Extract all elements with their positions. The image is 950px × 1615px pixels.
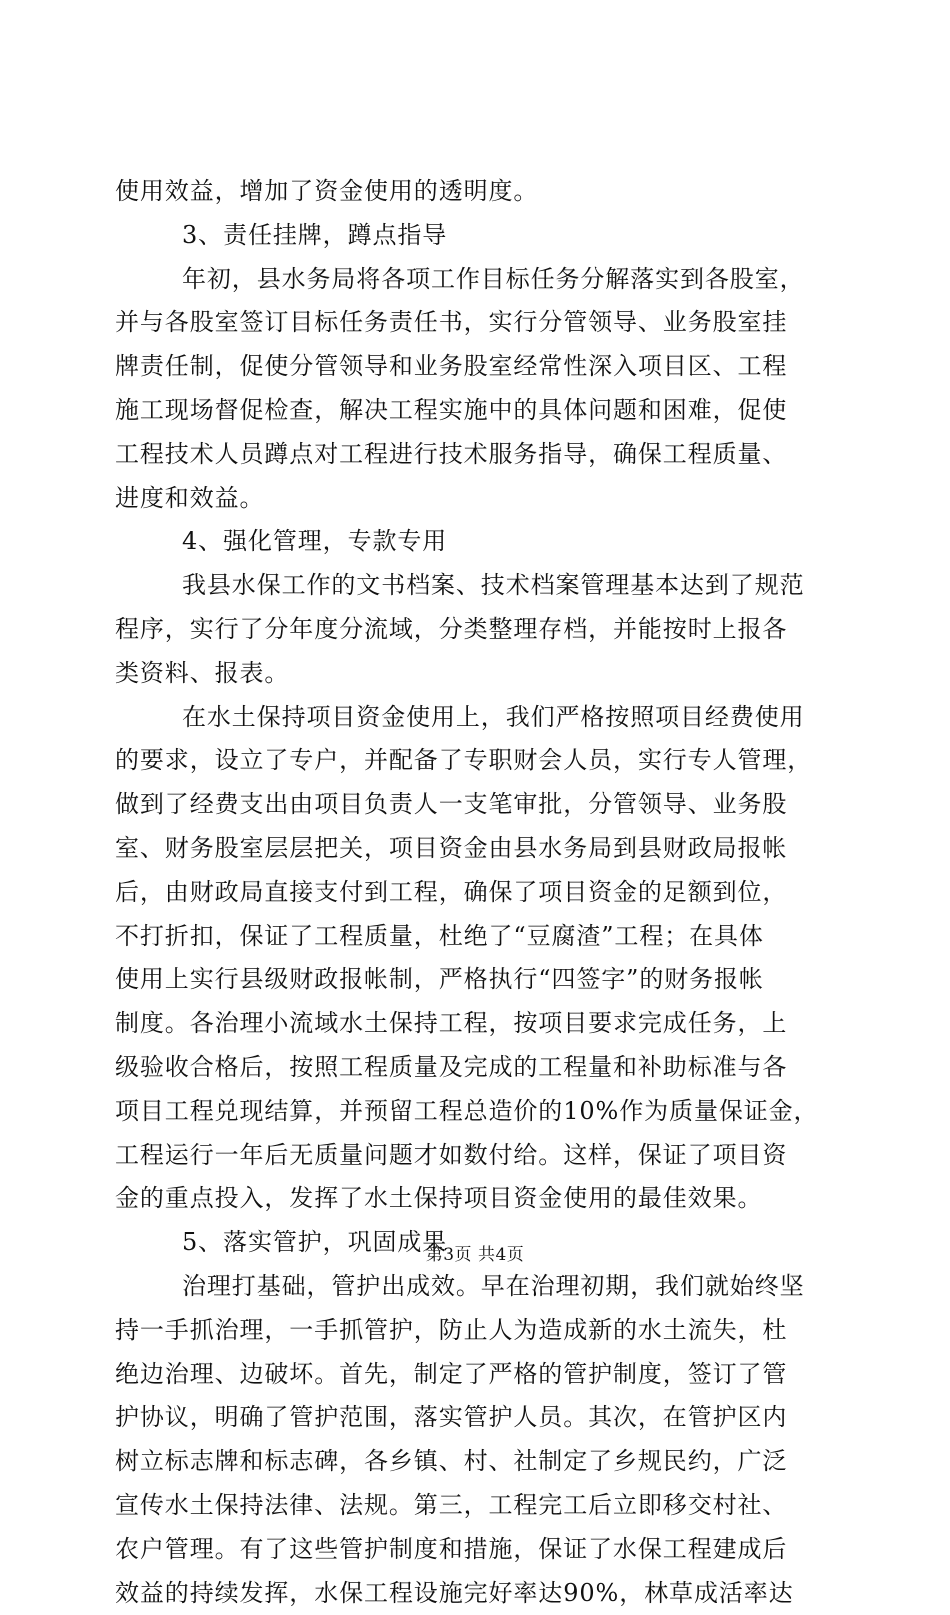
- paragraph-line: 持一手抓治理，一手抓管护，防止人为造成新的水土流失，杜: [115, 1309, 835, 1353]
- paragraph-line: 治理打基础，管护出成效。早在治理初期，我们就始终坚: [115, 1265, 835, 1309]
- paragraph-line: 使用上实行县级财政报帐制，严格执行“四签字”的财务报帐: [115, 958, 835, 1002]
- paragraph-line: 施工现场督促检查，解决工程实施中的具体问题和困难，促使: [115, 389, 835, 433]
- paragraph-line: 程序，实行了分年度分流域，分类整理存档，并能按时上报各: [115, 608, 835, 652]
- paragraph-line: 年初，县水务局将各项工作目标任务分解落实到各股室，: [115, 258, 835, 302]
- paragraph-line: 类资料、报表。: [115, 652, 835, 696]
- paragraph-line: 金的重点投入，发挥了水土保持项目资金使用的最佳效果。: [115, 1177, 835, 1221]
- paragraph-line: 我县水保工作的文书档案、技术档案管理基本达到了规范: [115, 564, 835, 608]
- paragraph-line: 工程运行一年后无质量问题才如数付给。这样，保证了项目资: [115, 1134, 835, 1178]
- paragraph-line: 项目工程兑现结算，并预留工程总造价的10%作为质量保证金，: [115, 1090, 835, 1134]
- paragraph-line: 牌责任制，促使分管领导和业务股室经常性深入项目区、工程: [115, 345, 835, 389]
- paragraph-line: 护协议，明确了管护范围，落实管护人员。其次，在管护区内: [115, 1396, 835, 1440]
- page-footer: 第3页 共4页: [0, 1243, 950, 1267]
- paragraph-line: 不打折扣，保证了工程质量，杜绝了“豆腐渣”工程；在具体: [115, 915, 835, 959]
- document-body: [115, 170, 835, 1615]
- paragraph-line: 绝边治理、边破坏。首先，制定了严格的管护制度，签订了管: [115, 1353, 835, 1397]
- paragraph-line: 效益的持续发挥，水保工程设施完好率达90%，林草成活率达: [115, 1572, 835, 1615]
- section-heading: 4、强化管理，专款专用: [115, 520, 835, 564]
- paragraph-line: 的要求，设立了专户，并配备了专职财会人员，实行专人管理，: [115, 739, 835, 783]
- paragraph-line: 室、财务股室层层把关，项目资金由县水务局到县财政局报帐: [115, 827, 835, 871]
- paragraph-line: 制度。各治理小流域水土保持工程，按项目要求完成任务，上: [115, 1002, 835, 1046]
- paragraph-line: 后，由财政局直接支付到工程，确保了项目资金的足额到位，: [115, 871, 835, 915]
- paragraph-line: 级验收合格后，按照工程质量及完成的工程量和补助标准与各: [115, 1046, 835, 1090]
- paragraph-line: 进度和效益。: [115, 477, 835, 521]
- paragraph-line: 在水土保持项目资金使用上，我们严格按照项目经费使用: [115, 696, 835, 740]
- paragraph-line: 农户管理。有了这些管护制度和措施，保证了水保工程建成后: [115, 1528, 835, 1572]
- paragraph-line: 使用效益，增加了资金使用的透明度。: [115, 170, 835, 214]
- paragraph-line: 宣传水土保持法律、法规。第三，工程完工后立即移交村社、: [115, 1484, 835, 1528]
- paragraph-line: 做到了经费支出由项目负责人一支笔审批，分管领导、业务股: [115, 783, 835, 827]
- paragraph-line: 树立标志牌和标志碑，各乡镇、村、社制定了乡规民约，广泛: [115, 1440, 835, 1484]
- section-heading: 5、落实管护，巩固成果: [115, 1221, 835, 1265]
- section-heading: 3、责任挂牌，蹲点指导: [115, 214, 835, 258]
- paragraph-line: 工程技术人员蹲点对工程进行技术服务指导，确保工程质量、: [115, 433, 835, 477]
- paragraph-line: 并与各股室签订目标任务责任书，实行分管领导、业务股室挂: [115, 301, 835, 345]
